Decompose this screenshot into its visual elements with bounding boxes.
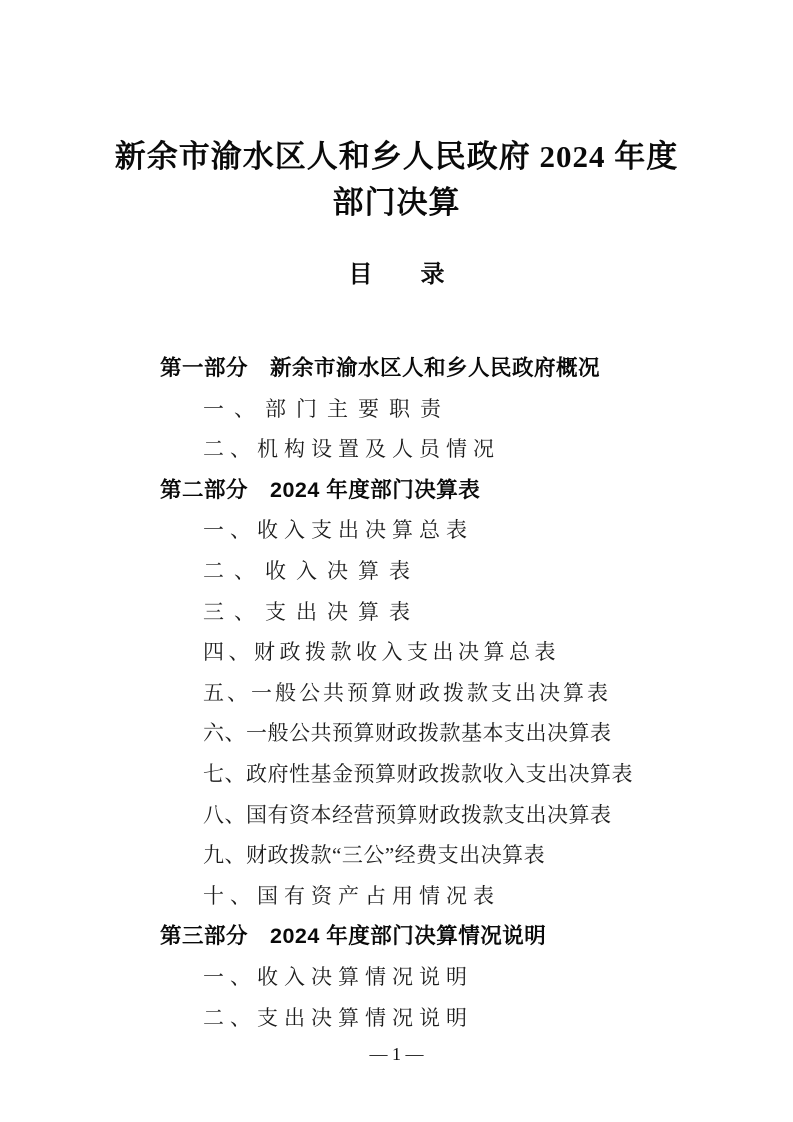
toc-section-heading-part1: 第一部分 新余市渝水区人和乡人民政府概况 [160,356,601,380]
toc-item: 三、支出决算表 [203,599,420,624]
toc-item: 一、部门主要职责 [203,396,451,421]
toc-item: 九、财政拨款“三公”经费支出决算表 [203,843,546,868]
toc-item: 八、国有资本经营预算财政拨款支出决算表 [203,802,612,827]
table-of-contents [0,348,793,1038]
toc-item: 二、支出决算情况说明 [203,1005,473,1030]
document-title-line-2: 部门决算 [332,185,461,220]
toc-item: 一、收入决算情况说明 [203,964,473,989]
toc-item: 一、收入支出决算总表 [203,518,473,543]
toc-item: 六、一般公共预算财政拨款基本支出决算表 [203,721,612,746]
page-number: — 1 — [369,1044,424,1064]
toc-item: 二、机构设置及人员情况 [203,437,500,462]
document-title [0,134,793,226]
toc-section-heading-part2: 第二部分 2024 年度部门决算表 [160,477,481,502]
toc-item: 五、一般公共预算财政拨款支出决算表 [203,680,611,705]
toc-heading: 目 录 [348,261,445,288]
document-title-line-1: 新余市渝水区人和乡人民政府 2024 年度 [114,139,679,174]
toc-section-heading-part3: 第三部分 2024 年度部门决算情况说明 [160,924,547,949]
toc-item: 十、国有资产占用情况表 [203,883,500,908]
toc-item: 七、政府性基金预算财政拨款收入支出决算表 [203,761,633,786]
toc-item: 二、收入决算表 [203,558,420,583]
toc-item: 四、财政拨款收入支出决算总表 [203,640,560,665]
